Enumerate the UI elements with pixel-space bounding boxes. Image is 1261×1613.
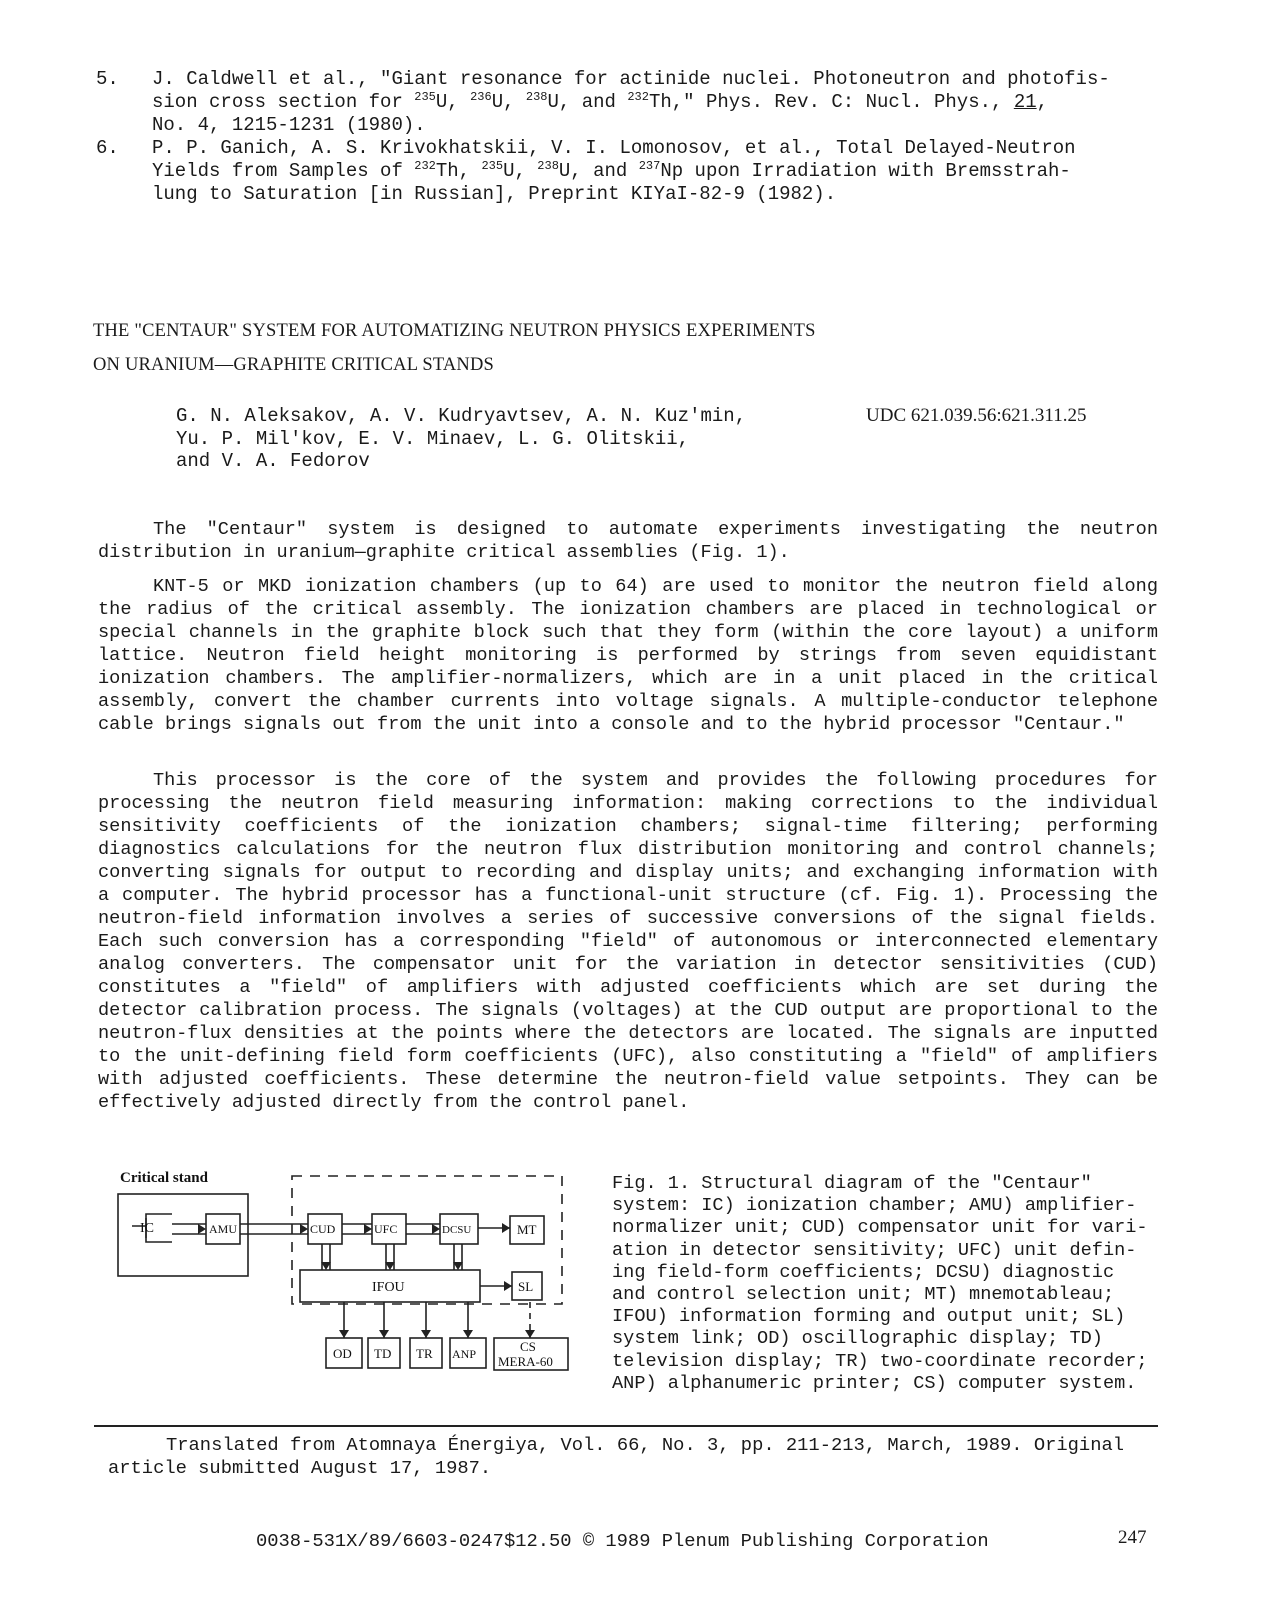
tr-label: TR [416, 1346, 433, 1361]
sl-label: SL [518, 1279, 534, 1294]
amu-label: AMU [209, 1222, 238, 1236]
td-label: TD [374, 1346, 392, 1361]
caption-line: system: IC) ionization chamber; AMU) amplifier- [612, 1195, 1137, 1217]
reference-5 [96, 68, 1136, 137]
cs-label: CS [520, 1339, 536, 1354]
cs-sublabel: MERA-60 [498, 1354, 553, 1369]
reference-line: Yields from Samples of $^{232}$Th, $^{235}$U, $^{238}$U, and $^{237}$Np upon Irradiation with Bremsstrah- [152, 159, 1071, 182]
figure-caption [612, 1173, 1160, 1395]
ufc-label: UFC [374, 1222, 398, 1236]
author-line: G. N. Aleksakov, A. V. Kudryavtsev, A. N. Kuz'min, [176, 405, 747, 427]
caption-line: Fig. 1. Structural diagram of the "Centaur" [612, 1173, 1092, 1194]
translation-footnote: Translated from Atomnaya Énergiya, Vol. 66, No. 3, pp. 211-213, March, 1989. Original article submitted August 17, 1987. [108, 1434, 1124, 1479]
body-paragraph: The "Centaur" system is designed to automate experiments investigating the neutron distribution in uranium—graphite critical assemblies (Fig. 1). [98, 519, 1158, 563]
ic-label: IC [140, 1221, 154, 1236]
caption-line: system link; OD) oscillographic display; TD) [612, 1328, 1103, 1350]
caption-line: ANP) alphanumeric printer; CS) computer system. [612, 1372, 1137, 1394]
reference-line: P. P. Ganich, A. S. Krivokhatskii, V. I. Lomonosov, et al., Total Delayed-Neutron [152, 137, 1076, 159]
udc-code: UDC 621.039.56:621.311.25 [866, 405, 1087, 426]
dcsu-label: DCSU [442, 1224, 472, 1236]
reference-6 [96, 137, 1136, 206]
critical-stand-label: Critical stand [120, 1170, 208, 1186]
caption-line: and control selection unit; MT) mnemotableau; [612, 1284, 1115, 1306]
ifou-label: IFOU [372, 1280, 405, 1295]
caption-line: normalizer unit; CUD) compensator unit for vari- [612, 1217, 1148, 1239]
caption-line: IFOU) information forming and output unit; SL) [612, 1306, 1126, 1328]
page-number: 247 [1118, 1527, 1147, 1548]
body-paragraph: This processor is the core of the system and provides the following procedures for processing the neutron field measuring information: making corrections to the individual sensitivity coefficients of the ionization chambers; signal-time filtering; performing diagnostics calculations for the neutron flux distribution monitoring and control channels; converting signals for output to recording and display units; and exchanging information with a computer. The hybrid processor has a functional-unit structure (cf. Fig. 1). Processing the neutron-field information involves a series of successive conversions of the signal fields. Each such conversion has a corresponding "field" of autonomous or interconnected elementary analog converters. The compensator unit for the variation in detector sensitivities (CUD) constitutes a "field" of amplifiers with adjusted coefficients which are set during the detector calibration process. The signals (voltages) at the CUD output are proportional to the neutron-flux densities at the points where the detectors are located. The signals are inputted to the unit-defining field form coefficients (UFC), also constituting a "field" of amplifiers with adjusted coefficients. These determine the neutron-field value setpoints. They can be effectively adjusted directly from the control panel. [98, 770, 1158, 1113]
reference-line: sion cross section for $^{235}$U, $^{236}$U, $^{238}$U, and $^{232}$Th," Phys. Rev. C: Nucl. Phys., 21, [152, 90, 1049, 113]
author-line: Yu. P. Mil'kov, E. V. Minaev, L. G. Olitskii, [176, 427, 690, 450]
footnote-divider [94, 1425, 1158, 1427]
body-paragraph: KNT-5 or MKD ionization chambers (up to 64) are used to monitor the neutron field along the radius of the critical assembly. The ionization chambers are placed in technological or special channels in the graphite block such that they form (within the core layout) a uniform lattice. Neutron field height monitoring is performed by strings from seven equidistant ionization chambers. The amplifier-normalizers, which are in a unit placed in the critical assembly, convert the chamber currents into voltage signals. A multiple-conductor telephone cable brings signals out from the unit into a console and to the hybrid processor "Centaur." [98, 576, 1158, 735]
reference-number: 5. [96, 68, 119, 90]
caption-line: television display; TR) two-coordinate recorder; [612, 1350, 1148, 1372]
article-title-line-2: ON URANIUM—GRAPHITE CRITICAL STANDS [93, 355, 495, 375]
od-label: OD [333, 1346, 352, 1361]
cud-label: CUD [310, 1222, 336, 1236]
author-line: and V. A. Fedorov [176, 450, 370, 472]
caption-line: ation in detector sensitivity; UFC) unit defin- [612, 1239, 1137, 1261]
reference-line: J. Caldwell et al., "Giant resonance for actinide nuclei. Photoneutron and photofis- [152, 68, 1110, 90]
reference-number: 6. [96, 137, 119, 159]
publication-code: 0038-531X/89/6603-0247$12.50 © 1989 Plenum Publishing Corporation [256, 1530, 989, 1552]
caption-line: ing field-form coefficients; DCSU) diagnostic [612, 1261, 1115, 1283]
reference-line: lung to Saturation [in Russian], Preprint KIYaI-82-9 (1982). [152, 183, 837, 205]
anp-label: ANP [452, 1347, 477, 1361]
mt-label: MT [517, 1222, 537, 1237]
structural-diagram [110, 1168, 600, 1398]
authors [176, 405, 746, 473]
reference-line: No. 4, 1215-1231 (1980). [152, 114, 426, 136]
article-title-line-1: THE "CENTAUR" SYSTEM FOR AUTOMATIZING NEUTRON PHYSICS EXPERIMENTS [93, 321, 816, 341]
